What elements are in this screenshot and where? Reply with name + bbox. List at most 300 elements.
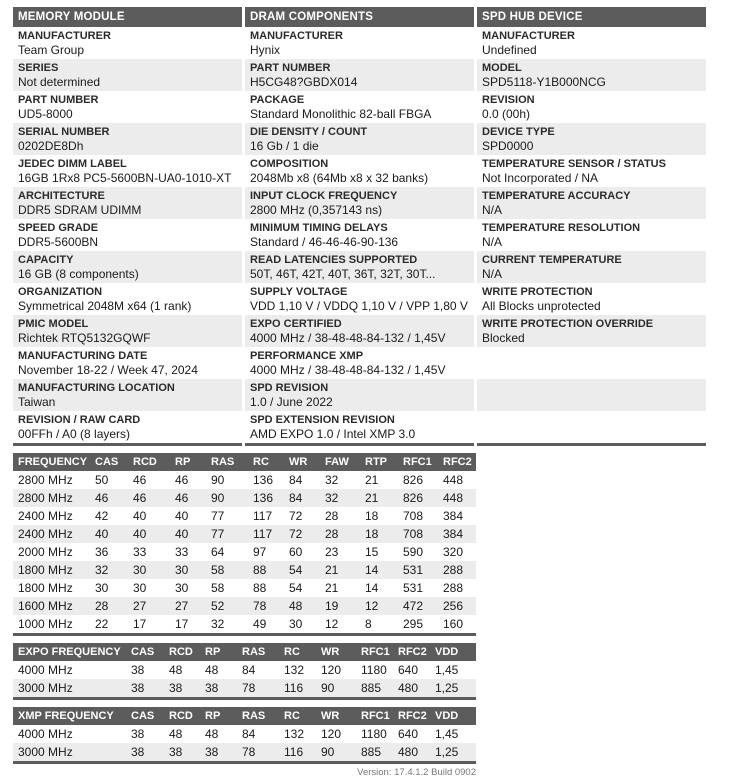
info-field-label: SERIES — [18, 62, 59, 74]
table-cell: 2800 MHz — [13, 489, 90, 507]
column-heading: EXPO FREQUENCY — [13, 643, 126, 661]
table-header-row — [13, 707, 476, 725]
table-cell: 72 — [284, 525, 320, 543]
info-field-label: MODEL — [482, 62, 522, 74]
table-cell: 77 — [206, 525, 248, 543]
info-field — [245, 59, 474, 91]
table-cell: 448 — [443, 473, 464, 487]
info-field — [477, 379, 706, 411]
info-field-label: SERIAL NUMBER — [18, 126, 110, 138]
info-field — [245, 347, 474, 379]
column-heading: FAW — [320, 453, 360, 471]
table-cell: 132 — [284, 663, 305, 677]
column-heading: RAS — [237, 643, 279, 661]
info-field-value: Hynix — [250, 43, 281, 57]
table-cell: 38 — [200, 679, 237, 697]
info-field — [245, 155, 474, 187]
info-field-label: MINIMUM TIMING DELAYS — [250, 222, 388, 234]
info-field — [13, 411, 242, 443]
table-row — [13, 525, 476, 543]
table-cell: 384 — [443, 509, 464, 523]
table-cell: 40 — [128, 525, 170, 543]
table-cell: 78 — [248, 597, 284, 615]
info-field-label: PMIC MODEL — [18, 318, 89, 330]
info-field-label: JEDEC DIMM LABEL — [18, 158, 127, 170]
info-field-label: MANUFACTURER — [18, 30, 111, 42]
table-cell: 30 — [289, 617, 303, 631]
column-heading: RFC1 — [398, 453, 438, 471]
table-cell: 2800 MHz — [18, 473, 73, 487]
table-row — [13, 507, 476, 525]
table-cell: 21 — [360, 489, 398, 507]
info-field — [13, 347, 242, 379]
table-cell: 72 — [289, 509, 303, 523]
info-field-label: PART NUMBER — [250, 62, 331, 74]
table-cell: 295 — [403, 617, 424, 631]
table-cell: 590 — [403, 545, 424, 559]
info-field — [477, 251, 706, 283]
info-field-value: Standard Monolithic 82-ball FBGA — [250, 107, 432, 121]
info-field — [477, 155, 706, 187]
table-row — [13, 597, 476, 615]
table-cell: 32 — [90, 561, 128, 579]
info-field-value: Not determined — [18, 75, 101, 89]
column-heading: RTP — [360, 453, 398, 471]
info-field — [245, 283, 474, 315]
column-heading: CAS — [90, 453, 128, 471]
table-cell: 38 — [164, 743, 200, 761]
table-cell: 256 — [438, 597, 476, 615]
column-heading: CAS — [126, 643, 164, 661]
table-row — [13, 561, 476, 579]
column-heading: RC — [248, 453, 284, 471]
table-cell: 60 — [289, 545, 303, 559]
table-cell: 12 — [360, 597, 398, 615]
table-row — [13, 725, 476, 743]
info-field-value: 50T, 46T, 42T, 40T, 36T, 32T, 30T... — [250, 267, 436, 281]
info-field-value: 2048Mb x8 (64Mb x8 x 32 banks) — [250, 171, 429, 185]
table-header-row — [13, 453, 476, 471]
table-cell: 160 — [443, 617, 464, 631]
table-cell: 480 — [393, 743, 430, 761]
version-label: Version: 17.4.1.2 Build 0902 — [357, 767, 476, 778]
table-cell: 2000 MHz — [18, 545, 73, 559]
table-cell: 12 — [325, 617, 339, 631]
table-cell: 708 — [403, 509, 424, 523]
info-field-label: SPEED GRADE — [18, 222, 99, 234]
table-cell: 33 — [175, 545, 189, 559]
table-cell: 90 — [211, 473, 225, 487]
table-cell: 27 — [128, 597, 170, 615]
table-cell: 288 — [443, 581, 464, 595]
table-cell: 38 — [126, 743, 164, 761]
table-cell: 8 — [365, 617, 372, 631]
info-field — [477, 315, 706, 347]
info-field-value: 0.0 (00h) — [482, 107, 531, 121]
table-cell: 14 — [365, 581, 379, 595]
info-field-label: SPD EXTENSION REVISION — [250, 414, 395, 426]
table-cell: 640 — [398, 727, 419, 741]
table-cell: 46 — [133, 473, 147, 487]
column-heading: RCD — [164, 643, 200, 661]
table-cell: 77 — [211, 509, 225, 523]
table-cell: 472 — [398, 597, 438, 615]
memory-module-column — [13, 7, 242, 446]
table-cell: 4000 MHz — [18, 663, 73, 677]
table-cell: 38 — [126, 679, 164, 697]
info-field — [477, 123, 706, 155]
column-heading: RP — [170, 453, 206, 471]
info-field-value: N/A — [482, 267, 503, 281]
column-heading: VDD — [430, 707, 476, 725]
info-field-label: PART NUMBER — [18, 94, 99, 106]
table-cell: 1800 MHz — [13, 561, 90, 579]
table-row — [13, 579, 476, 597]
table-cell: 30 — [128, 561, 170, 579]
info-field — [477, 187, 706, 219]
info-field-label: REVISION — [482, 94, 535, 106]
table-cell: 88 — [253, 581, 267, 595]
table-cell: 46 — [90, 489, 128, 507]
table-cell: 17 — [133, 617, 147, 631]
info-field-value: Team Group — [18, 43, 85, 57]
table-cell: 38 — [200, 743, 237, 761]
info-field-value: November 18-22 / Week 47, 2024 — [18, 363, 198, 377]
table-cell: 885 — [356, 679, 393, 697]
spd-report — [13, 7, 708, 778]
info-field — [13, 379, 242, 411]
column-heading: RFC2 — [438, 453, 476, 471]
table-cell: 27 — [170, 597, 206, 615]
info-field — [13, 315, 242, 347]
table-row — [13, 679, 476, 697]
table-row — [13, 471, 476, 489]
info-field-value: N/A — [482, 235, 503, 249]
column-heading: RAS — [206, 453, 248, 471]
table-cell: 288 — [438, 561, 476, 579]
table-cell: 48 — [205, 727, 219, 741]
info-field-value: Taiwan — [18, 395, 56, 409]
column-heading: RFC2 — [393, 707, 430, 725]
table-cell: 32 — [325, 473, 339, 487]
info-field-value: SPD5118-Y1B000NCG — [482, 75, 606, 89]
table-cell: 1,45 — [435, 663, 459, 677]
table-cell: 28 — [325, 509, 339, 523]
info-field-value: Undefined — [482, 43, 537, 57]
table-cell: 30 — [133, 581, 147, 595]
table-cell: 120 — [321, 663, 342, 677]
info-field-label: DEVICE TYPE — [482, 126, 555, 138]
table-cell: 48 — [169, 663, 183, 677]
table-cell: 480 — [393, 679, 430, 697]
info-field-value: 16 GB (8 components) — [18, 267, 139, 281]
info-field-value: Standard / 46-46-46-90-136 — [250, 235, 399, 249]
info-field-label: SPD REVISION — [250, 382, 329, 394]
info-field-value: 16 Gb / 1 die — [250, 139, 319, 153]
table-cell: 40 — [90, 525, 128, 543]
info-field-value: AMD EXPO 1.0 / Intel XMP 3.0 — [250, 427, 416, 441]
table-cell: 1800 MHz — [18, 581, 73, 595]
table-cell: 15 — [365, 545, 379, 559]
table-cell: 48 — [205, 663, 219, 677]
column-header: MEMORY MODULE — [13, 7, 242, 27]
info-field-label: PACKAGE — [250, 94, 305, 106]
table-cell: 531 — [398, 561, 438, 579]
table-cell: 40 — [175, 509, 189, 523]
expo-timing-table — [13, 643, 476, 697]
table-cell: 54 — [289, 581, 303, 595]
table-cell: 58 — [211, 581, 225, 595]
table-cell: 46 — [175, 473, 189, 487]
info-field-value: UD5-8000 — [18, 107, 73, 121]
info-field-label: COMPOSITION — [250, 158, 329, 170]
column-heading: RC — [279, 643, 316, 661]
info-field-value: H5CG48?GBDX014 — [250, 75, 358, 89]
table-cell: 33 — [133, 545, 147, 559]
table-cell: 84 — [242, 663, 256, 677]
table-cell: 1,25 — [430, 743, 476, 761]
info-field-label: CURRENT TEMPERATURE — [482, 254, 622, 266]
table-cell: 78 — [237, 679, 279, 697]
table-cell: 38 — [131, 663, 145, 677]
table-cell: 1000 MHz — [18, 617, 73, 631]
table-cell: 1600 MHz — [13, 597, 90, 615]
table-cell: 384 — [438, 525, 476, 543]
table-cell: 21 — [365, 473, 379, 487]
info-field — [13, 283, 242, 315]
info-field-value: DDR5-5600BN — [18, 235, 99, 249]
table-cell: 30 — [175, 581, 189, 595]
table-cell: 36 — [95, 545, 109, 559]
table-cell: 52 — [206, 597, 248, 615]
info-field — [13, 27, 242, 59]
table-cell: 3000 MHz — [13, 743, 126, 761]
info-field-value: Not Incorporated / NA — [482, 171, 599, 185]
info-field — [245, 27, 474, 59]
table-cell: 46 — [128, 489, 170, 507]
info-field — [477, 91, 706, 123]
info-field-value: 1.0 / June 2022 — [250, 395, 333, 409]
info-field-label: MANUFACTURER — [250, 30, 343, 42]
info-field — [477, 411, 706, 443]
info-field — [245, 315, 474, 347]
column-header: DRAM COMPONENTS — [245, 7, 474, 27]
column-heading: RFC2 — [393, 643, 430, 661]
table-cell: 54 — [284, 561, 320, 579]
table-cell: 32 — [211, 617, 225, 631]
info-field — [477, 219, 706, 251]
info-field — [477, 347, 706, 379]
column-header: SPD HUB DEVICE — [477, 7, 706, 27]
table-cell: 30 — [170, 561, 206, 579]
info-field — [13, 59, 242, 91]
table-cell: 320 — [443, 545, 464, 559]
column-heading: RP — [200, 643, 237, 661]
column-heading: RP — [200, 707, 237, 725]
info-field — [13, 123, 242, 155]
table-cell: 448 — [438, 489, 476, 507]
info-field — [13, 219, 242, 251]
column-heading: RCD — [164, 707, 200, 725]
info-field — [13, 155, 242, 187]
jedec-timing-table — [13, 453, 476, 633]
info-field-value: 4000 MHz / 38-48-48-84-132 / 1,45V — [250, 331, 446, 345]
info-field — [13, 251, 242, 283]
column-heading: RC — [279, 707, 316, 725]
column-heading: FREQUENCY — [13, 453, 90, 471]
info-field-value: 4000 MHz / 38-48-48-84-132 / 1,45V — [250, 363, 446, 377]
table-cell: 58 — [206, 561, 248, 579]
info-field — [245, 219, 474, 251]
info-field-label: MANUFACTURER — [482, 30, 575, 42]
info-field — [477, 59, 706, 91]
info-field-value: Blocked — [482, 331, 525, 345]
table-cell: 46 — [170, 489, 206, 507]
info-field-value: DDR5 SDRAM UDIMM — [18, 203, 142, 217]
info-field — [245, 91, 474, 123]
table-cell: 18 — [360, 525, 398, 543]
info-field-label: TEMPERATURE RESOLUTION — [482, 222, 641, 234]
info-field-label: DIE DENSITY / COUNT — [250, 126, 368, 138]
table-cell: 132 — [284, 727, 305, 741]
info-field-label: MANUFACTURING LOCATION — [18, 382, 175, 394]
info-field-label: WRITE PROTECTION OVERRIDE — [482, 318, 654, 330]
table-cell: 88 — [248, 561, 284, 579]
table-cell: 3000 MHz — [13, 679, 126, 697]
column-heading: RCD — [128, 453, 170, 471]
info-field-label: TEMPERATURE SENSOR / STATUS — [482, 158, 666, 170]
column-heading: CAS — [126, 707, 164, 725]
column-heading: RAS — [237, 707, 279, 725]
table-cell: 50 — [95, 473, 109, 487]
table-cell: 42 — [95, 509, 109, 523]
table-cell: 21 — [325, 581, 339, 595]
table-cell: 117 — [253, 509, 273, 523]
info-field-value: Symmetrical 2048M x64 (1 rank) — [18, 299, 192, 313]
info-field-value: All Blocks unprotected — [482, 299, 601, 313]
table-cell: 116 — [279, 679, 316, 697]
table-row — [13, 543, 476, 561]
xmp-timing-table — [13, 707, 476, 761]
info-field — [245, 187, 474, 219]
column-heading: RFC1 — [356, 643, 393, 661]
table-cell: 2400 MHz — [18, 509, 73, 523]
info-field-label: PERFORMANCE XMP — [250, 350, 364, 362]
table-cell: 90 — [316, 743, 356, 761]
info-field-label: SUPPLY VOLTAGE — [250, 286, 348, 298]
info-field — [245, 123, 474, 155]
info-field — [245, 379, 474, 411]
table-cell: 38 — [131, 727, 145, 741]
info-field — [245, 411, 474, 443]
table-cell: 1180 — [361, 663, 387, 677]
table-cell: 21 — [320, 561, 360, 579]
info-field-value: 2800 MHz (0,357143 ns) — [250, 203, 383, 217]
table-cell: 22 — [95, 617, 109, 631]
table-cell: 90 — [316, 679, 356, 697]
info-field-label: TEMPERATURE ACCURACY — [482, 190, 631, 202]
column-heading: VDD — [430, 643, 476, 661]
table-row — [13, 661, 476, 679]
info-field-value: 00FFh / A0 (8 layers) — [18, 427, 131, 441]
info-field-label: EXPO CERTIFIED — [250, 318, 342, 330]
info-field-label: READ LATENCIES SUPPORTED — [250, 254, 418, 266]
info-field-label: ORGANIZATION — [18, 286, 103, 298]
table-cell: 90 — [206, 489, 248, 507]
info-field-label: MANUFACTURING DATE — [18, 350, 148, 362]
info-field — [13, 187, 242, 219]
table-header-row — [13, 643, 476, 661]
table-cell: 48 — [284, 597, 320, 615]
table-cell: 17 — [175, 617, 189, 631]
info-field — [477, 283, 706, 315]
table-cell: 84 — [289, 473, 303, 487]
table-cell: 40 — [133, 509, 147, 523]
table-row — [13, 489, 476, 507]
table-row — [13, 743, 476, 761]
info-field-value: Richtek RTQ5132GQWF — [18, 331, 151, 345]
info-field-value: VDD 1,10 V / VDDQ 1,10 V / VPP 1,80 V — [250, 299, 468, 313]
table-cell: 826 — [403, 473, 424, 487]
table-cell: 136 — [253, 473, 274, 487]
table-cell: 117 — [248, 525, 284, 543]
info-field-value: N/A — [482, 203, 503, 217]
table-cell: 1,45 — [435, 727, 459, 741]
table-cell: 84 — [284, 489, 320, 507]
table-cell: 28 — [320, 525, 360, 543]
table-cell: 28 — [90, 597, 128, 615]
table-cell: 1180 — [361, 727, 387, 741]
info-field-label: ARCHITECTURE — [18, 190, 105, 202]
info-grid — [13, 7, 708, 446]
table-cell: 4000 MHz — [18, 727, 73, 741]
table-cell: 38 — [164, 679, 200, 697]
table-cell: 2400 MHz — [13, 525, 90, 543]
column-heading: WR — [316, 643, 356, 661]
table-cell: 14 — [360, 561, 398, 579]
table-cell: 531 — [403, 581, 424, 595]
table-cell: 136 — [248, 489, 284, 507]
table-row — [13, 615, 476, 633]
table-cell: 40 — [170, 525, 206, 543]
dram-components-column — [245, 7, 474, 446]
table-cell: 1,25 — [430, 679, 476, 697]
table-cell: 640 — [398, 663, 419, 677]
table-cell: 49 — [253, 617, 267, 631]
spd-hub-column — [477, 7, 706, 446]
info-field-value: 16GB 1Rx8 PC5-5600BN-UA0-1010-XT — [18, 171, 232, 185]
table-cell: 18 — [365, 509, 379, 523]
table-cell: 64 — [211, 545, 225, 559]
column-heading: RFC1 — [356, 707, 393, 725]
info-field-label: WRITE PROTECTION — [482, 286, 593, 298]
column-heading: WR — [316, 707, 356, 725]
table-cell: 19 — [320, 597, 360, 615]
table-cell: 885 — [356, 743, 393, 761]
table-cell: 116 — [279, 743, 316, 761]
table-cell: 78 — [237, 743, 279, 761]
table-cell: 708 — [398, 525, 438, 543]
info-field-label: CAPACITY — [18, 254, 74, 266]
table-cell: 826 — [398, 489, 438, 507]
info-field — [13, 91, 242, 123]
info-field-value: SPD0000 — [482, 139, 534, 153]
table-cell: 48 — [169, 727, 183, 741]
info-field-label: INPUT CLOCK FREQUENCY — [250, 190, 398, 202]
table-cell: 84 — [242, 727, 256, 741]
column-heading: XMP FREQUENCY — [13, 707, 126, 725]
info-field-label: REVISION / RAW CARD — [18, 414, 141, 426]
